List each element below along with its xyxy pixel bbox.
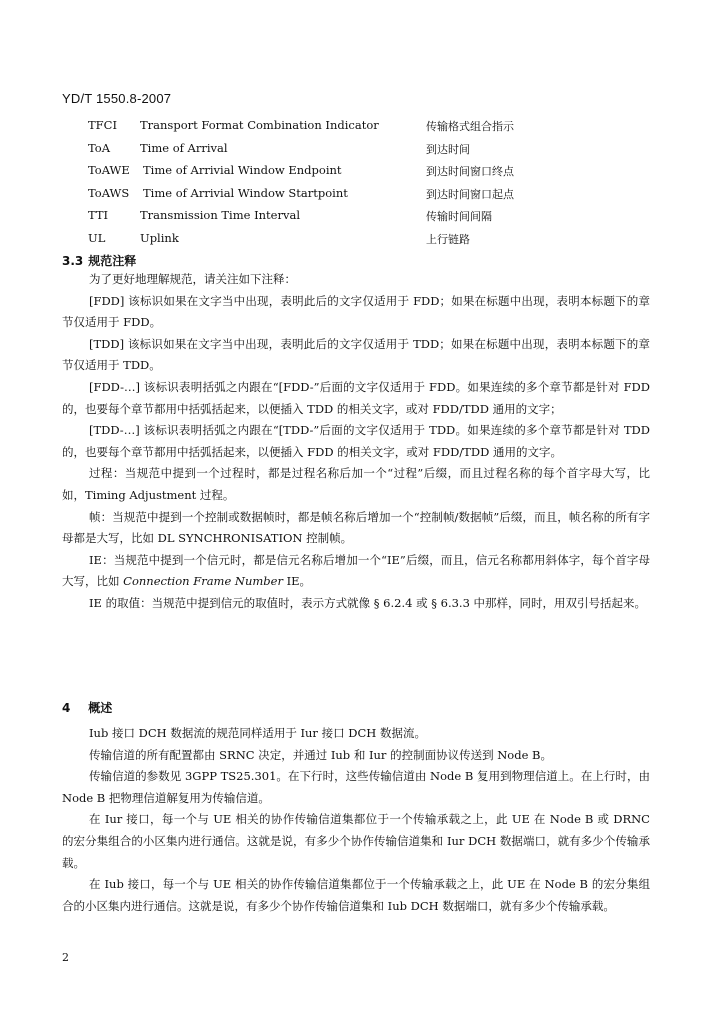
paragraph: Iub 接口 DCH 数据流的规范同样适用于 Iur 接口 DCH 数据流。 xyxy=(89,726,426,740)
section-number: 3.3 xyxy=(62,254,84,268)
paragraph: 在 Iub 接口，每一个与 UE 相关的协作传输信道集都位于一个传输承载之上，此 UE 在 Node B 的宏分集组合的小区集内进行通信。这就是说，有多少个协作传输信道集和 Iub DCH 数据端口，就有多少个传输承载。 xyxy=(62,877,650,913)
paragraph: 传输信道的所有配置都由 SRNC 决定，并通过 Iub 和 Iur 的控制面协议传送到 Node B。 xyxy=(89,747,553,762)
abbreviation: ToA xyxy=(88,140,111,155)
section-title: 规范注释 xyxy=(88,254,137,268)
paragraph: 过程：当规范中提到一个过程时，都是过程名称后加一个“过程”后缀，而且过程名称的每个首字母大写，比如，Timing Adjustment 过程。 xyxy=(62,466,650,502)
section-4-body xyxy=(62,723,650,917)
abbreviation-term: Time of Arrival xyxy=(140,140,228,155)
abbreviation-row xyxy=(88,118,648,141)
abbreviation-list xyxy=(88,118,648,253)
italic-example: Connection Frame Number xyxy=(123,574,283,589)
paragraph: [FDD-…] 该标识表明括弧之内跟在“[FDD-”后面的文字仅适用于 FDD。如果连续的多个章节都是针对 FDD 的，也要每个章节都用中括弧括起来，以便插入 TDD 的相关文字，或对 FDD/TDD 通用的文字； xyxy=(62,379,650,416)
abbreviation-translation: 传输时间间隔 xyxy=(426,210,492,223)
paragraph: 帧：当规范中提到一个控制或数据帧时，都是帧名称后增加一个“控制帧/数据帧”后缀，而且，帧名称的所有字母都是大写，比如 DL SYNCHRONISATION 控制帧。 xyxy=(62,509,650,546)
page-number: 2 xyxy=(62,951,69,964)
abbreviation-translation: 传输格式组合指示 xyxy=(426,120,514,133)
abbreviation: TFCI xyxy=(88,118,117,132)
paragraph: 传输信道的参数见 3GPP TS25.301。在下行时，这些传输信道由 Node B 复用到物理信道上。在上行时，由 Node B 把物理信道解复用为传输信道。 xyxy=(62,769,650,805)
paragraph: 为了更好地理解规范，请关注如下注释： xyxy=(89,272,296,286)
paragraph: [TDD-…] 该标识表明括弧之内跟在“[TDD-”后面的文字仅适用于 TDD。如果连续的多个章节都是针对 TDD 的，也要每个章节都用中括弧括起来，以便插入 FDD 的相关文字，或对 FDD/TDD 通用的文字。 xyxy=(62,423,650,459)
abbreviation: TTI xyxy=(88,208,109,222)
section-heading-4 xyxy=(62,699,112,716)
abbreviation-translation: 到达时间 xyxy=(426,142,470,156)
abbreviation-row xyxy=(88,231,648,254)
abbreviation-translation: 到达时间窗口起点 xyxy=(426,187,514,201)
paragraph: IE 的取值：当规范中提到信元的取值时，表示方式就像 § 6.2.4 或 § 6.3.3 中那样，同时，用双引号括起来。 xyxy=(89,595,647,610)
paragraph: [TDD] 该标识如果在文字当中出现，表明此后的文字仅适用于 TDD；如果在标题中出现，表明本标题下的章节仅适用于 TDD。 xyxy=(62,336,650,373)
abbreviation-translation: 到达时间窗口终点 xyxy=(426,165,514,178)
abbreviation-translation: 上行链路 xyxy=(426,232,470,246)
abbreviation-term: Transmission Time Interval xyxy=(140,208,301,222)
abbreviation-term: Transport Format Combination Indicator xyxy=(140,118,379,132)
paragraph: 在 Iur 接口，每一个与 UE 相关的协作传输信道集都位于一个传输承载之上，此 UE 在 Node B 或 DRNC 的宏分集组合的小区集内进行通信。这就是说，有多少个协作传输信道集和 Iur DCH 数据端口，就有多少个传输承载。 xyxy=(62,812,650,870)
abbreviation: ToAWS xyxy=(88,185,130,200)
section-number: 4 xyxy=(62,701,71,715)
abbreviation-row xyxy=(88,208,648,231)
abbreviation-row xyxy=(88,163,648,186)
document-id: YD/T 1550.8-2007 xyxy=(62,91,172,106)
abbreviation-term: Time of Arrivial Window Startpoint xyxy=(143,185,348,200)
abbreviation: ToAWE xyxy=(88,163,130,177)
abbreviation-term: Time of Arrivial Window Endpoint xyxy=(143,163,342,177)
paragraph: [FDD] 该标识如果在文字当中出现，表明此后的文字仅适用于 FDD；如果在标题中出现，表明本标题下的章节仅适用于 FDD。 xyxy=(62,293,650,330)
abbreviation-row xyxy=(88,186,648,209)
section-3-3-body xyxy=(62,269,650,615)
abbreviation-row xyxy=(88,141,648,164)
section-title: 概述 xyxy=(88,701,113,715)
abbreviation: UL xyxy=(88,230,106,245)
abbreviation-term: Uplink xyxy=(140,230,179,245)
section-heading-3-3 xyxy=(62,252,136,269)
paragraph-ie: IE：当规范中提到一个信元时，都是信元名称后增加一个“IE”后缀，而且，信元名称都用斜体字，每个首字母大写，比如 Connection Frame Number IE。 xyxy=(62,552,650,589)
